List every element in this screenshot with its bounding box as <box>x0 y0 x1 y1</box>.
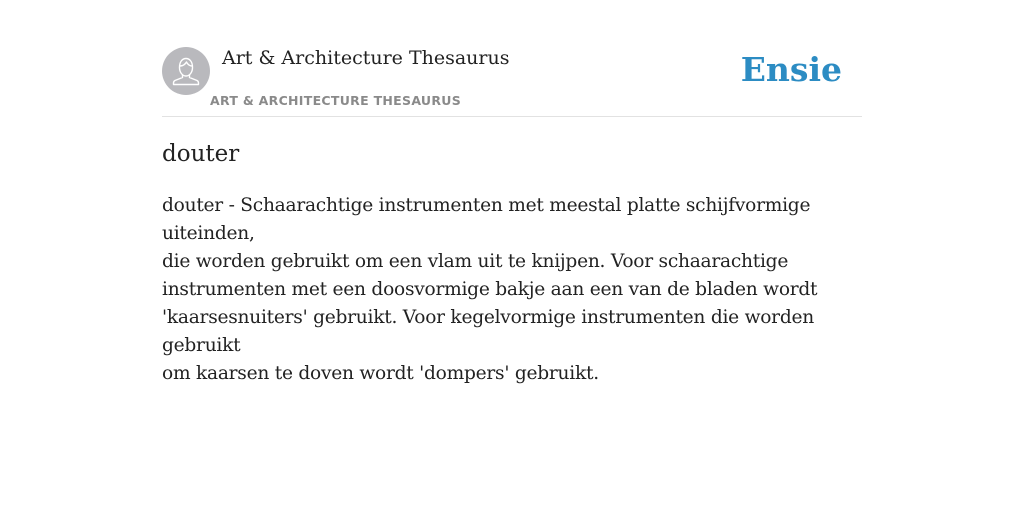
ensie-logo[interactable]: Ensie <box>740 50 842 89</box>
author-name[interactable]: Art & Architecture Thesaurus <box>222 47 510 69</box>
category-link[interactable]: ART & ARCHITECTURE THESAURUS <box>210 93 462 108</box>
definition-text <box>162 192 862 388</box>
definition-line: douter - Schaarachtige instrumenten met meestal platte schijfvormige uiteinden, <box>162 195 811 244</box>
definition-line: om kaarsen te doven wordt 'dompers' gebruikt. <box>162 363 599 384</box>
author-avatar[interactable] <box>162 47 210 95</box>
definition-line: instrumenten met een doosvormige bakje aan een van de bladen wordt <box>162 279 818 300</box>
user-silhouette-icon <box>162 47 210 95</box>
page-container <box>162 0 862 512</box>
term-title: douter <box>162 141 240 167</box>
definition-line: die worden gebruikt om een vlam uit te knijpen. Voor schaarachtige <box>162 251 789 272</box>
entry-header <box>162 0 862 117</box>
definition-line: 'kaarsesnuiters' gebruikt. Voor kegelvormige instrumenten die worden gebruikt <box>162 307 814 356</box>
